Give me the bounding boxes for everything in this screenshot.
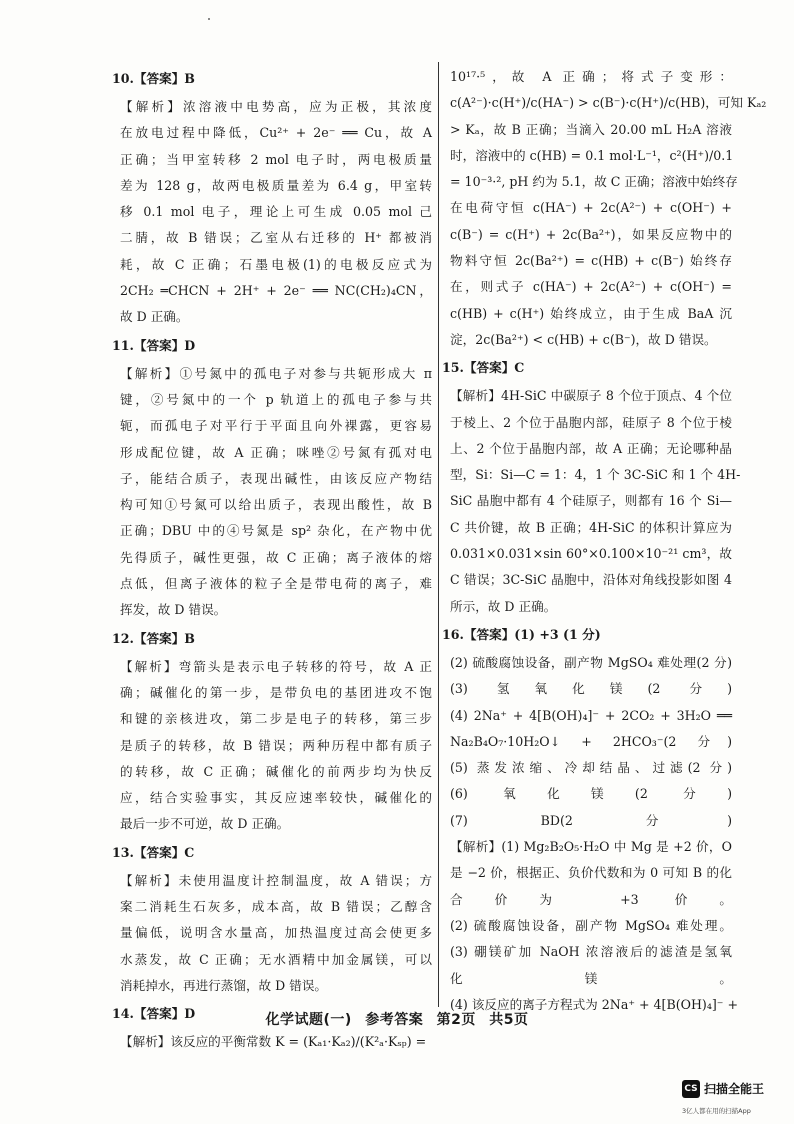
answer-heading: 15.【答案】C bbox=[442, 360, 525, 376]
explanation-line: 于棱上、2 个位于晶胞内部，硅原子 8 个位于棱 bbox=[450, 414, 732, 430]
explanation-line: 【解析】①号氮中的孤电子对参与共轭形成大 π bbox=[120, 365, 432, 381]
footer-subject: 化学试题(一) bbox=[265, 1012, 352, 1028]
explanation-line: 轭，而孤电子对平行于平面且向外裸露，更容易 bbox=[120, 418, 432, 434]
explanation-line: 物料守恒 2c(Ba²⁺) = c(HB) + c(B⁻) 始终存 bbox=[450, 253, 732, 269]
answer-heading: 10.【答案】B bbox=[112, 71, 195, 86]
explanation-line: 构可知①号氮可以给出质子，表现出酸性，故 B bbox=[120, 497, 432, 513]
explanation-line: (2) 硫酸腐蚀设备，副产物 MgSO₄ 难处理(2 分) bbox=[450, 654, 732, 670]
camscanner-logo-icon: CS bbox=[682, 1080, 700, 1098]
explanation-line: 上、2 个位于晶胞内部，故 A 正确；无论哪种晶 bbox=[450, 440, 732, 456]
explanation-line: (4) 2Na⁺ + 4[B(OH)₄]⁻ + 2CO₂ + 3H₂O ══ bbox=[450, 707, 732, 723]
answer-block bbox=[112, 624, 432, 838]
explanation-line: (7) BD(2 分) bbox=[450, 812, 732, 828]
explanation-line: SiC 晶胞中都有 4 个硅原子，则都有 16 个 Si— bbox=[450, 493, 732, 509]
explanation-line: 【解析】4H-SiC 中碳原子 8 个位于顶点、4 个位 bbox=[450, 388, 732, 404]
answer-block bbox=[112, 64, 432, 331]
explanation-line: 10¹⁷·⁵，故 A 正确；将式子变形： bbox=[450, 69, 732, 84]
explanation-line: C 错误；3C-SiC 晶胞中，沿体对角线投影如图 4 bbox=[450, 572, 732, 588]
explanation-line: 在电荷守恒 c(HA⁻) + 2c(A²⁻) + c(OH⁻) + bbox=[450, 200, 732, 216]
answer-block bbox=[442, 620, 739, 1018]
explanation-line: 键，②号氮中的一个 p 轨道上的孤电子参与共 bbox=[120, 391, 432, 407]
footer-doc-type: 参考答案 bbox=[365, 1012, 424, 1028]
explanation-line: 0.031×0.031×sin 60°×0.100×10⁻²¹ cm³，故 bbox=[450, 546, 732, 562]
explanation-line: 挥发，故 D 错误。 bbox=[120, 602, 227, 618]
explanation-line: 水蒸发，故 C 正确；无水酒精中加金属镁，可以 bbox=[120, 951, 432, 967]
column-divider bbox=[438, 62, 439, 1007]
explanation-line: 【解析】浓溶液中电势高，应为正极，其浓度 bbox=[120, 99, 432, 114]
explanation-line: 【解析】未使用温度计控制温度，故 A 错误；方 bbox=[120, 872, 432, 888]
answer-block bbox=[112, 331, 432, 624]
explanation-line: 消耗掉水，再进行蒸馏，故 D 错误。 bbox=[120, 977, 328, 993]
explanation-line: (6) 氧化镁(2 分) bbox=[450, 786, 732, 802]
explanation-line: 二腈，故 B 错误；乙室从右迁移的 H⁺ 都被消 bbox=[120, 230, 432, 246]
explanation-line: 案二消耗生石灰多，成本高，故 B 错误；乙醇含 bbox=[120, 899, 432, 915]
camscanner-tagline: 3亿人都在用的扫描App bbox=[682, 1107, 751, 1115]
explanation-line: 所示，故 D 正确。 bbox=[450, 598, 557, 614]
scan-speck bbox=[208, 18, 210, 20]
explanation-line: (5) 蒸发浓缩、冷却结晶、过滤(2 分) bbox=[450, 760, 732, 776]
answer-heading: 11.【答案】D bbox=[112, 337, 196, 353]
answer-block bbox=[112, 838, 432, 999]
camscanner-watermark bbox=[682, 1080, 792, 1120]
explanation-line: 点低，但离子液体的粒子全是带电荷的离子，难 bbox=[120, 576, 432, 592]
explanation-line: = 10⁻³·², pH 约为 5.1，故 C 正确；溶液中始终存 bbox=[450, 174, 738, 190]
explanation-line: (3) 硼镁矿加 NaOH 浓溶液后的滤渣是氢氧 bbox=[450, 944, 732, 960]
explanation-line: 量偏低，说明含水量高，加热温度过高会使更多 bbox=[120, 925, 432, 941]
explanation-line: 【解析】弯箭头是表示电子转移的符号，故 A 正 bbox=[120, 658, 432, 674]
explanation-line: 确；碱催化的第一步，是带负电的基团进攻不饱 bbox=[120, 684, 432, 700]
explanation-line: 在放电过程中降低，Cu²⁺ + 2e⁻ ══ Cu，故 A bbox=[120, 125, 432, 141]
explanation-line: 【解析】该反应的平衡常数 K = (Kₐ₁·Kₐ₂)/(K²ₐ·Kₛₚ) = bbox=[120, 1034, 427, 1050]
answer-heading: 16.【答案】(1) +3 (1 分) bbox=[442, 626, 601, 642]
explanation-line: 的转移，故 C 正确；碱催化的前两步均为快反 bbox=[120, 763, 432, 779]
explanation-line: 耗，故 C 正确；石墨电极(1)的电极反应式为 bbox=[120, 256, 432, 272]
footer-page-number: 第2页 bbox=[436, 1012, 476, 1028]
explanation-line: 是 −2 价，根据正、负价代数和为 0 可知 B 的化 bbox=[450, 865, 732, 881]
explanation-line: c(A²⁻)·c(H⁺)/c(HA⁻) > c(B⁻)·c(H⁺)/c(HB)，可知 Kₐ₂ bbox=[450, 95, 767, 111]
explanation-line: 【解析】(1) Mg₂B₂O₅·H₂O 中 Mg 是 +2 价，O bbox=[450, 839, 732, 855]
answer-block bbox=[442, 353, 741, 620]
answer-heading: 14.【答案】D bbox=[112, 1006, 196, 1022]
explanation-line: 是质子的转移，故 B 错误；两种历程中都有质子 bbox=[120, 737, 432, 753]
explanation-line: C 共价键，故 B 正确；4H-SiC 的体积计算应为 bbox=[450, 519, 732, 535]
explanation-line: 型，Si：Si—C = 1：4，1 个 3C-SiC 和 1 个 4H- bbox=[450, 467, 741, 483]
explanation-line: 化镁。 bbox=[450, 970, 732, 986]
explanation-line: (2) 硫酸腐蚀设备，副产物 MgSO₄ 难处理。 bbox=[450, 917, 732, 933]
explanation-line: (3) 氢氧化镁(2 分) bbox=[450, 681, 732, 697]
explanation-line: 在，则式子 c(HA⁻) + 2c(A²⁻) + c(OH⁻) = bbox=[450, 279, 732, 295]
explanation-line: 应，结合实验事实，其反应速率较快，碱催化的 bbox=[120, 790, 432, 806]
left-column bbox=[112, 64, 432, 1056]
answer-heading: 12.【答案】B bbox=[112, 630, 195, 646]
explanation-line: 正确；当甲室转移 2 mol 电子时，两电极质量 bbox=[120, 151, 432, 167]
explanation-line: c(HB) + c(H⁺) 始终成立，由于生成 BaA 沉 bbox=[450, 305, 732, 321]
explanation-line: 时，溶液中的 c(HB) = 0.1 mol·L⁻¹，c²(H⁺)/0.1 bbox=[450, 147, 734, 163]
page-footer bbox=[0, 1009, 794, 1029]
explanation-line: 差为 128 g，故两电极质量差为 6.4 g，甲室转 bbox=[120, 177, 432, 193]
right-column bbox=[442, 64, 767, 1018]
explanation-line: 合价为 +3 价。 bbox=[450, 891, 732, 907]
explanation-line: 2CH₂ ═CHCN + 2H⁺ + 2e⁻ ══ NC(CH₂)₄CN， bbox=[120, 283, 432, 299]
explanation-line: 和键的亲核进攻，第二步是电子的转移，第三步 bbox=[120, 711, 432, 727]
explanation-line: 形成配位键，故 A 正确；咪唑②号氮有孤对电 bbox=[120, 444, 432, 460]
explanation-line: 子，能结合质子，表现出碱性，由该反应产物结 bbox=[120, 470, 432, 486]
explanation-line: 正确；DBU 中的④号氮是 sp² 杂化，在产物中优 bbox=[120, 523, 432, 539]
explanation-line: c(B⁻) = c(H⁺) + 2c(Ba²⁺)，如果反应物中的 bbox=[450, 226, 732, 242]
explanation-line: 最后一步不可逆，故 D 正确。 bbox=[120, 816, 290, 832]
explanation-line: 淀，2c(Ba²⁺) < c(HB) + c(B⁻)，故 D 错误。 bbox=[450, 331, 717, 347]
explanation-line: 故 D 正确。 bbox=[120, 309, 189, 325]
explanation-line: (4) 该反应的离子方程式为 2Na⁺ + 4[B(OH)₄]⁻ + bbox=[450, 996, 739, 1012]
explanation-line: 先得质子，碱性更强，故 C 正确；离子液体的熔 bbox=[120, 549, 432, 565]
explanation-line: 移 0.1 mol 电子，理论上可生成 0.05 mol 己 bbox=[120, 204, 432, 220]
footer-page-total: 共5页 bbox=[489, 1012, 529, 1028]
answer-block bbox=[450, 64, 767, 353]
explanation-line: Na₂B₄O₇·10H₂O↓ + 2HCO₃⁻(2 分) bbox=[450, 733, 732, 749]
explanation-line: > Kₐ，故 B 正确；当滴入 20.00 mL H₂A 溶液 bbox=[450, 121, 732, 137]
answer-heading: 13.【答案】C bbox=[112, 844, 195, 860]
camscanner-name: 扫描全能王 bbox=[704, 1082, 765, 1096]
